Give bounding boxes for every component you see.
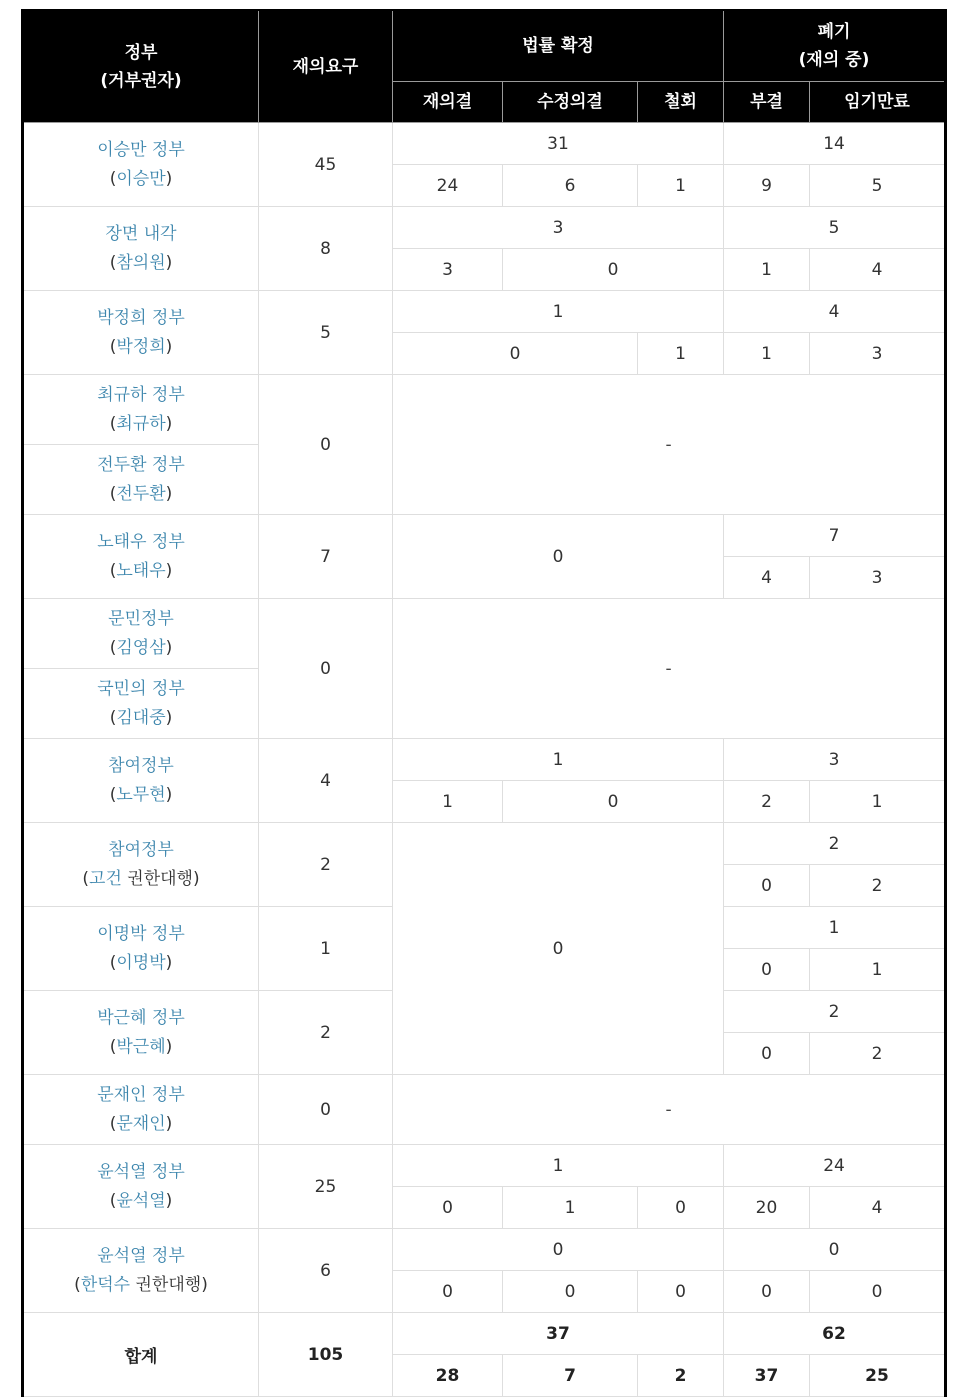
amended-count: 1 [503,1187,638,1229]
header-expired: 임기만료 [810,82,946,123]
government-cell[interactable]: 문민정부 (김영삼) [23,599,259,669]
scrapped-count: 1 [724,907,946,949]
total-amended: 7 [503,1355,638,1397]
government-link[interactable]: 이승만 정부 [97,139,185,160]
total-request: 105 [259,1313,393,1397]
scrapped-count: 0 [724,1229,946,1271]
rejected-count: 0 [724,1271,810,1313]
government-cell[interactable]: 최규하 정부 (최규하) [23,375,259,445]
government-link[interactable]: 문민정부 [108,608,174,629]
person-link[interactable]: 최규하 [116,413,166,434]
government-link[interactable]: 장면 내각 [105,223,177,244]
rejected-count: 0 [724,949,810,991]
total-enacted: 37 [393,1313,724,1355]
government-link[interactable]: 이명박 정부 [97,923,185,944]
table-row [23,1229,946,1271]
total-withdrawn: 2 [638,1355,724,1397]
total-row [23,1313,946,1355]
enacted-count: 0 [393,823,724,1075]
request-count: 2 [259,991,393,1075]
scrapped-count: 5 [724,207,946,249]
expired-count: 0 [810,1271,946,1313]
enacted-count: 1 [393,291,724,333]
request-count: 0 [259,375,393,515]
amended-withdrawn-count: 0 [503,781,724,823]
person-link[interactable]: 고건 [89,868,122,889]
government-cell[interactable]: 전두환 정부 (전두환) [23,445,259,515]
person-link[interactable]: 김대중 [116,707,166,728]
person-link[interactable]: 박근혜 [116,1036,166,1057]
request-count: 45 [259,123,393,207]
government-cell[interactable]: 노태우 정부 (노태우) [23,515,259,599]
person-link[interactable]: 전두환 [116,483,166,504]
amended-withdrawn-count: 0 [503,249,724,291]
government-cell[interactable]: 문재인 정부 (문재인) [23,1075,259,1145]
table-row [23,375,946,445]
government-link[interactable]: 문재인 정부 [97,1084,185,1105]
government-cell[interactable]: 윤석열 정부 (한덕수 권한대행) [23,1229,259,1313]
enacted-count: 3 [393,207,724,249]
expired-count: 2 [810,865,946,907]
government-link[interactable]: 참여정부 [108,755,174,776]
table-row [23,207,946,249]
table-row [23,291,946,333]
reconfirm-amended-count: 0 [393,333,638,375]
rejected-count: 9 [724,165,810,207]
government-cell[interactable]: 박정희 정부 (박정희) [23,291,259,375]
total-label: 합계 [23,1313,259,1397]
withdrawn-count: 0 [638,1187,724,1229]
total-rejected: 37 [724,1355,810,1397]
request-count: 2 [259,823,393,907]
reconfirm-count: 0 [393,1187,503,1229]
withdrawn-count: 1 [638,165,724,207]
scrapped-count: 14 [724,123,946,165]
person-link[interactable]: 박정희 [116,336,166,357]
request-count: 25 [259,1145,393,1229]
person-link[interactable]: 참의원 [116,252,166,273]
total-reconfirm: 28 [393,1355,503,1397]
reconfirm-count: 0 [393,1271,503,1313]
government-cell[interactable]: 이명박 정부 (이명박) [23,907,259,991]
request-count: 8 [259,207,393,291]
scrapped-count: 3 [724,739,946,781]
government-link[interactable]: 노태우 정부 [97,531,185,552]
table-row [23,823,946,865]
government-cell[interactable]: 참여정부 (고건 권한대행) [23,823,259,907]
rejected-count: 1 [724,333,810,375]
expired-count: 4 [810,249,946,291]
amended-count: 0 [503,1271,638,1313]
withdrawn-count: 0 [638,1271,724,1313]
header-rejected: 부결 [724,82,810,123]
request-count: 4 [259,739,393,823]
reconfirm-count: 24 [393,165,503,207]
government-cell[interactable]: 이승만 정부 (이승만) [23,123,259,207]
reconfirm-count: 1 [393,781,503,823]
reconfirm-count: 3 [393,249,503,291]
enacted-count: 0 [393,515,724,599]
government-cell[interactable]: 참여정부 (노무현) [23,739,259,823]
header-enacted: 법률 확정 [393,10,724,82]
request-count: 0 [259,1075,393,1145]
rejected-count: 20 [724,1187,810,1229]
header-withdrawn: 철회 [638,82,724,123]
expired-count: 3 [810,557,946,599]
request-count: 5 [259,291,393,375]
header-government: 정부 (거부권자) [23,10,259,123]
scrapped-count: 7 [724,515,946,557]
enacted-count: 1 [393,1145,724,1187]
government-link[interactable]: 윤석열 정부 [97,1161,185,1182]
expired-count: 1 [810,781,946,823]
expired-count: 4 [810,1187,946,1229]
request-count: 6 [259,1229,393,1313]
government-link[interactable]: 박근혜 정부 [97,1007,185,1028]
scrapped-count: 24 [724,1145,946,1187]
person-link[interactable]: 윤석열 [116,1190,166,1211]
no-data-dash: - [393,1075,946,1145]
government-link[interactable]: 최규하 정부 [97,384,185,405]
header-request: 재의요구 [259,10,393,123]
expired-count: 1 [810,949,946,991]
government-cell[interactable]: 국민의 정부 (김대중) [23,669,259,739]
government-link[interactable]: 국민의 정부 [97,678,185,699]
person-link[interactable]: 노무현 [116,784,166,805]
table-row [23,1075,946,1145]
person-link[interactable]: 이승만 [116,168,166,189]
request-count: 7 [259,515,393,599]
no-data-dash: - [393,599,946,739]
veto-statistics-table [21,9,947,1397]
rejected-count: 1 [724,249,810,291]
total-expired: 25 [810,1355,946,1397]
government-link[interactable]: 윤석열 정부 [97,1245,185,1266]
person-link[interactable]: 이명박 [116,952,166,973]
header-reconfirm: 재의결 [393,82,503,123]
enacted-count: 1 [393,739,724,781]
table-row [23,123,946,165]
rejected-count: 0 [724,1033,810,1075]
enacted-count: 0 [393,1229,724,1271]
enacted-count: 31 [393,123,724,165]
person-link[interactable]: 노태우 [116,560,166,581]
person-link[interactable]: 한덕수 [80,1274,131,1295]
amended-count: 6 [503,165,638,207]
rejected-count: 2 [724,781,810,823]
no-data-dash: - [393,375,946,515]
expired-count: 2 [810,1033,946,1075]
government-link[interactable]: 참여정부 [108,839,174,860]
request-count: 0 [259,599,393,739]
rejected-count: 0 [724,865,810,907]
person-link[interactable]: 문재인 [116,1113,166,1134]
request-count: 1 [259,907,393,991]
expired-count: 5 [810,165,946,207]
header-amended: 수정의결 [503,82,638,123]
total-scrapped: 62 [724,1313,946,1355]
table-row [23,1145,946,1187]
scrapped-count: 2 [724,823,946,865]
person-link[interactable]: 김영삼 [116,637,166,658]
table-row [23,739,946,781]
expired-count: 3 [810,333,946,375]
government-cell[interactable]: 윤석열 정부 (윤석열) [23,1145,259,1229]
rejected-count: 4 [724,557,810,599]
government-link[interactable]: 전두환 정부 [97,454,185,475]
government-link[interactable]: 박정희 정부 [97,307,185,328]
scrapped-count: 2 [724,991,946,1033]
table-row [23,515,946,557]
withdrawn-count: 1 [638,333,724,375]
government-cell[interactable]: 장면 내각 (참의원) [23,207,259,291]
government-cell[interactable]: 박근혜 정부 (박근혜) [23,991,259,1075]
header-scrapped: 폐기 (재의 중) [724,10,946,82]
table-row [23,599,946,669]
scrapped-count: 4 [724,291,946,333]
